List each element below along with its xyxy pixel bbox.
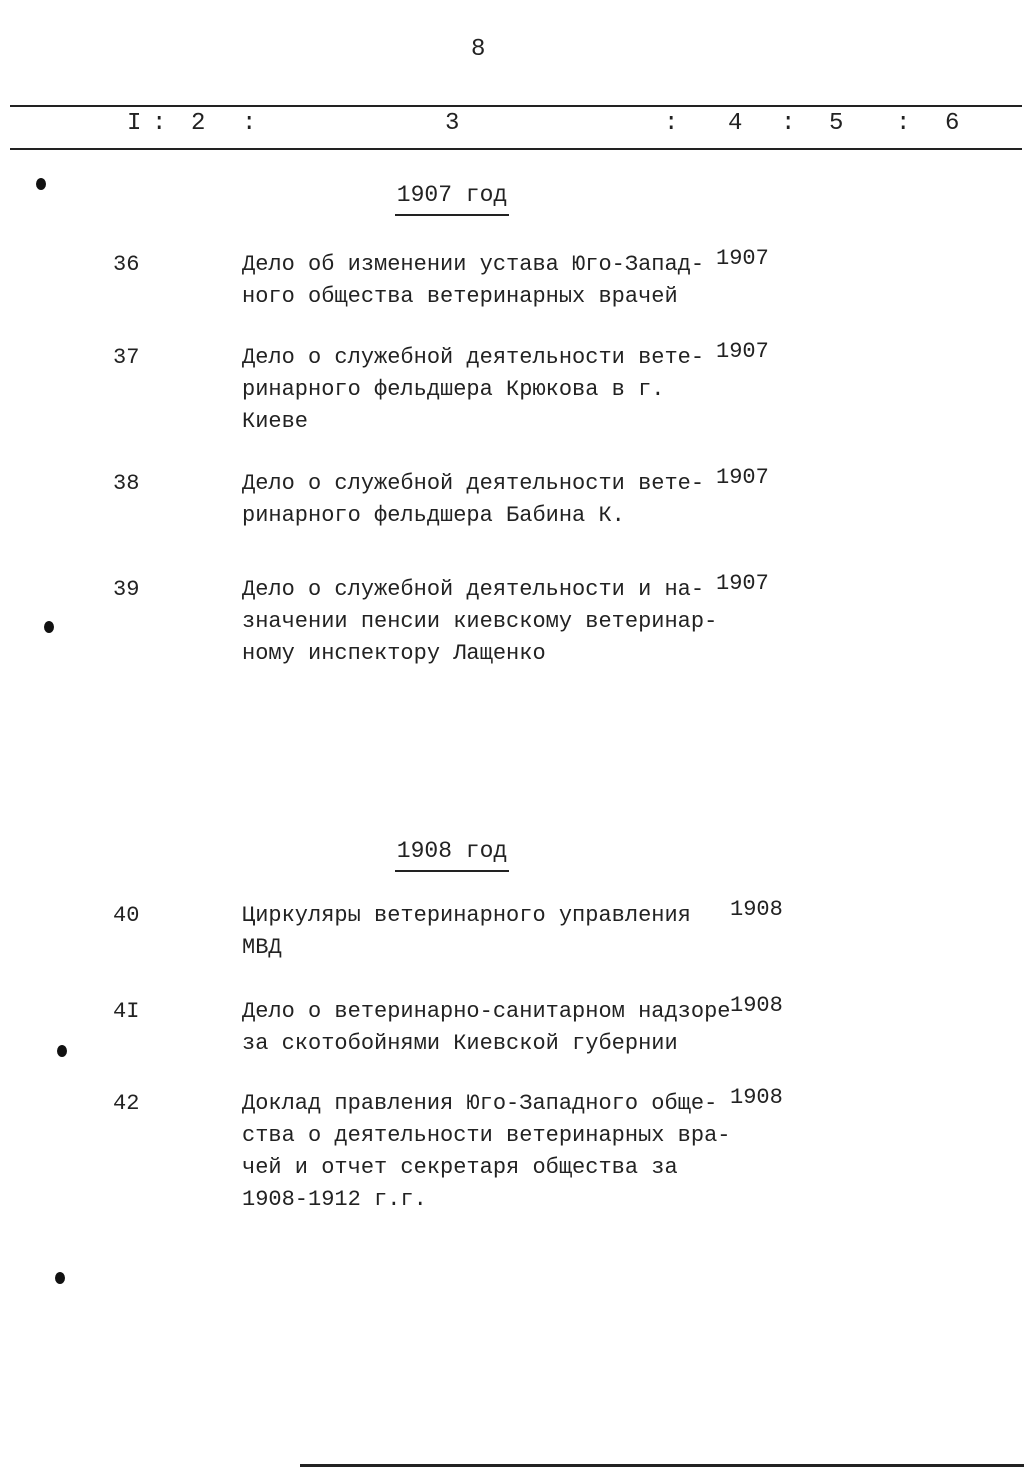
punch-hole-mark bbox=[55, 1272, 65, 1284]
entry-description-line: ного общества ветеринарных врачей bbox=[242, 284, 678, 309]
entry-description-line: Циркуляры ветеринарного управления bbox=[242, 903, 691, 928]
column-separator: : bbox=[664, 110, 679, 137]
entry-description-line: ринарного фельдшера Бабина К. bbox=[242, 503, 625, 528]
column-separator: : bbox=[896, 110, 911, 137]
punch-hole-mark bbox=[57, 1045, 67, 1057]
entry-description-line: Дело о ветеринарно-санитарном надзоре bbox=[242, 999, 731, 1024]
section-heading-1907 bbox=[0, 182, 904, 208]
section-heading-text: 1907 год bbox=[395, 182, 509, 216]
section-heading-1908 bbox=[0, 838, 904, 864]
entry-number: 39 bbox=[113, 577, 140, 602]
entry-description-line: Дело о служебной деятельности вете- bbox=[242, 471, 705, 496]
page-number: 8 bbox=[471, 36, 486, 63]
entry-number: 40 bbox=[113, 903, 140, 928]
column-separator: : bbox=[152, 110, 167, 137]
entry-description-line: ринарного фельдшера Крюкова в г. bbox=[242, 377, 665, 402]
entry-description bbox=[242, 1088, 730, 1216]
entry-year: 1907 bbox=[716, 571, 769, 596]
entry-number: 38 bbox=[113, 471, 140, 496]
column-separator: : bbox=[781, 110, 796, 137]
entry-description bbox=[242, 996, 730, 1060]
entry-year: 1908 bbox=[730, 1085, 783, 1110]
entry-description bbox=[242, 342, 704, 438]
column-1-label: I bbox=[127, 110, 142, 137]
entry-year: 1907 bbox=[716, 465, 769, 490]
entry-description-line: ства о деятельности ветеринарных вра- bbox=[242, 1123, 731, 1148]
entry-description bbox=[242, 900, 691, 964]
entry-year: 1908 bbox=[730, 993, 783, 1018]
column-4-label: 4 bbox=[728, 110, 743, 137]
column-6-label: 6 bbox=[945, 110, 960, 137]
entry-description-line: значении пенсии киевскому ветеринар- bbox=[242, 609, 718, 634]
entry-description-line: Дело о служебной деятельности вете- bbox=[242, 345, 705, 370]
entry-description bbox=[242, 574, 717, 670]
bottom-edge-line bbox=[300, 1464, 1024, 1467]
entry-description-line: Дело о служебной деятельности и на- bbox=[242, 577, 705, 602]
column-5-label: 5 bbox=[829, 110, 844, 137]
entry-description-line: Киеве bbox=[242, 409, 309, 434]
entry-description-line: 1908-1912 г.г. bbox=[242, 1187, 427, 1212]
entry-description-line: Доклад правления Юго-Западного обще- bbox=[242, 1091, 718, 1116]
column-2-label: 2 bbox=[191, 110, 206, 137]
entry-year: 1907 bbox=[716, 246, 769, 271]
entry-description-line: за скотобойнями Киевской губернии bbox=[242, 1031, 678, 1056]
entry-year: 1907 bbox=[716, 339, 769, 364]
entry-number: 37 bbox=[113, 345, 140, 370]
column-separator: : bbox=[242, 110, 257, 137]
column-3-label: 3 bbox=[445, 110, 460, 137]
entry-description bbox=[242, 249, 704, 313]
entry-description-line: ному инспектору Лащенко bbox=[242, 641, 546, 666]
section-heading-text: 1908 год bbox=[395, 838, 509, 872]
entry-number: 36 bbox=[113, 252, 140, 277]
entry-number: 42 bbox=[113, 1091, 140, 1116]
header-bottom-rule bbox=[10, 148, 1022, 150]
entry-description-line: чей и отчет секретаря общества за bbox=[242, 1155, 678, 1180]
header-top-rule bbox=[10, 105, 1022, 107]
entry-year: 1908 bbox=[730, 897, 783, 922]
punch-hole-mark bbox=[44, 621, 54, 633]
entry-description-line: МВД bbox=[242, 935, 282, 960]
entry-description-line: Дело об изменении устава Юго-Запад- bbox=[242, 252, 705, 277]
entry-description bbox=[242, 468, 704, 532]
punch-hole-mark bbox=[36, 178, 46, 190]
entry-number: 4I bbox=[113, 999, 140, 1024]
